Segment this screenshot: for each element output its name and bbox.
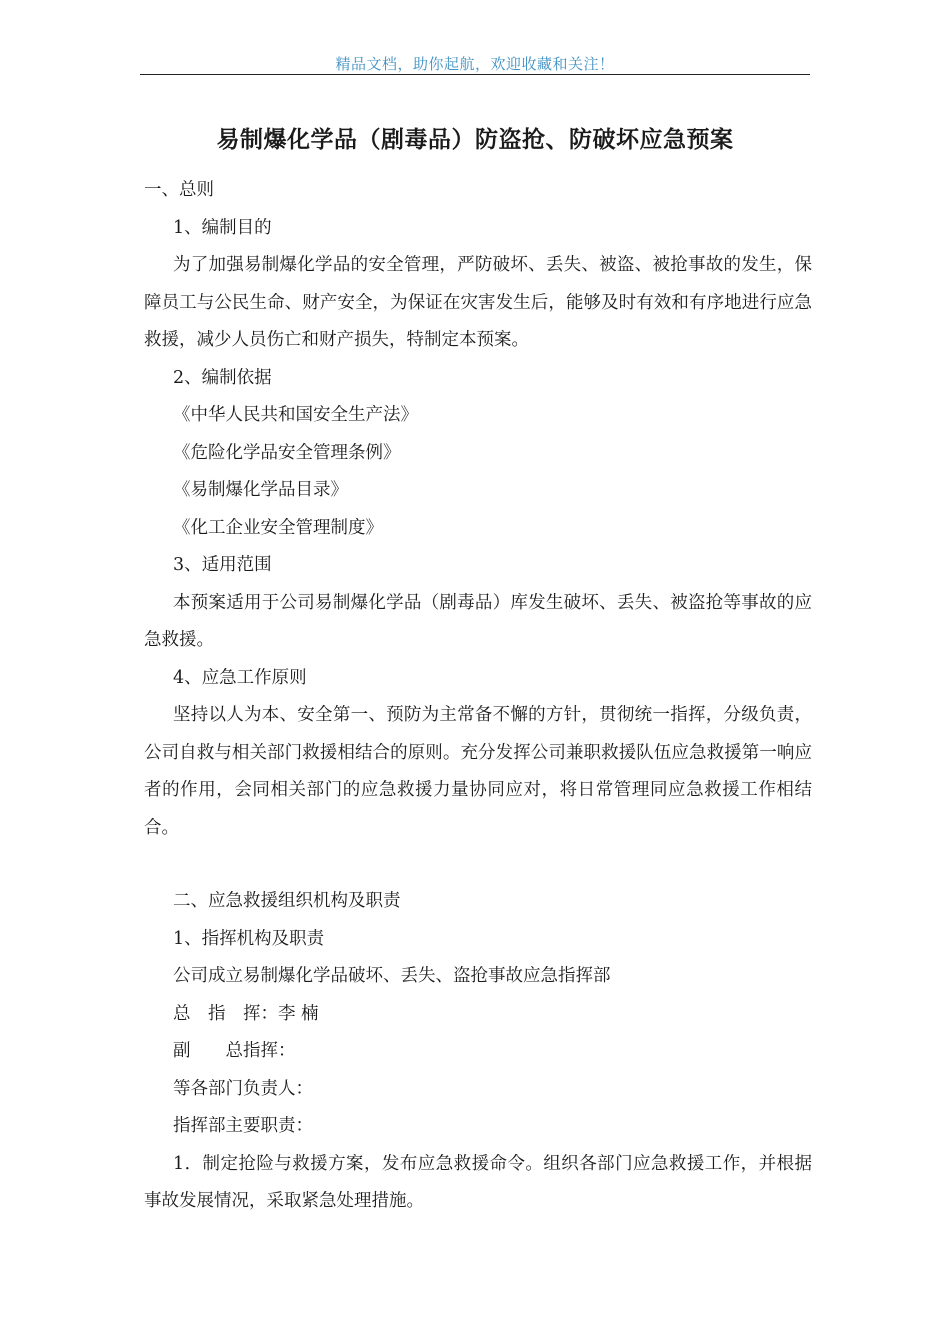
section-2-1-heading: 1、指挥机构及职责 [173, 928, 325, 949]
duties-label: 指挥部主要职责： [173, 1116, 313, 1136]
section-1-1-paragraph: 为了加强易制爆化学品的安全管理，严防破坏、丢失、被盗、被抢事故的发生，保障员工与公民生命、财产安全，为保证在灾害发生后，能够及时有效和有序地进行应急救援，减少人员伤亡和财产损失，特制定本预案。 [144, 255, 812, 350]
section-1-3-paragraph: 本预案适用于公司易制爆化学品（剧毒品）库发生破坏、丢失、被盗抢等事故的应急救援。 [144, 592, 812, 650]
section-spacer [144, 847, 812, 883]
reference-item: 《中华人民共和国安全生产法》 [173, 405, 418, 425]
section-1-heading: 一、总则 [144, 180, 214, 200]
commander-line: 总 指 挥：李 楠 [173, 1003, 319, 1024]
section-1-1-heading: 1、编制目的 [173, 217, 272, 238]
section-1-2-heading: 2、编制依据 [173, 367, 272, 388]
header-divider [140, 74, 810, 75]
deputy-commander-line: 副 总指挥： [173, 1041, 296, 1061]
section-1-3-heading: 3、适用范围 [173, 555, 272, 575]
section-1-4-paragraph: 坚持以人为本、安全第一、预防为主常备不懈的方针，贯彻统一指挥，分级负责，公司自救与相关部门救援相结合的原则。充分发挥公司兼职救援队伍应急救援第一响应者的作用，会同相关部门的应急救援力量协同应对，将日常管理同应急救援工作相结合。 [144, 705, 812, 838]
reference-item: 《危险化学品安全管理条例》 [173, 442, 401, 463]
department-heads-line: 等各部门负责人： [173, 1078, 313, 1099]
document-body [144, 172, 812, 1221]
section-1-4-heading: 4、应急工作原则 [173, 667, 307, 688]
section-2-1-paragraph: 公司成立易制爆化学品破坏、丢失、盗抢事故应急指挥部 [173, 966, 611, 986]
header-tagline: 精品文档，助你起航，欢迎收藏和关注！ [335, 55, 615, 73]
document-title: 易制爆化学品（剧毒品）防盗抢、防破坏应急预案 [216, 126, 734, 153]
reference-item: 《易制爆化学品目录》 [173, 480, 348, 500]
reference-item: 《化工企业安全管理制度》 [173, 517, 383, 538]
duty-item-1: 1．制定抢险与救援方案，发布应急救援命令。组织各部门应急救援工作，并根据事故发展情况，采取紧急处理措施。 [144, 1153, 812, 1211]
section-2-heading: 二、应急救援组织机构及职责 [173, 891, 401, 911]
